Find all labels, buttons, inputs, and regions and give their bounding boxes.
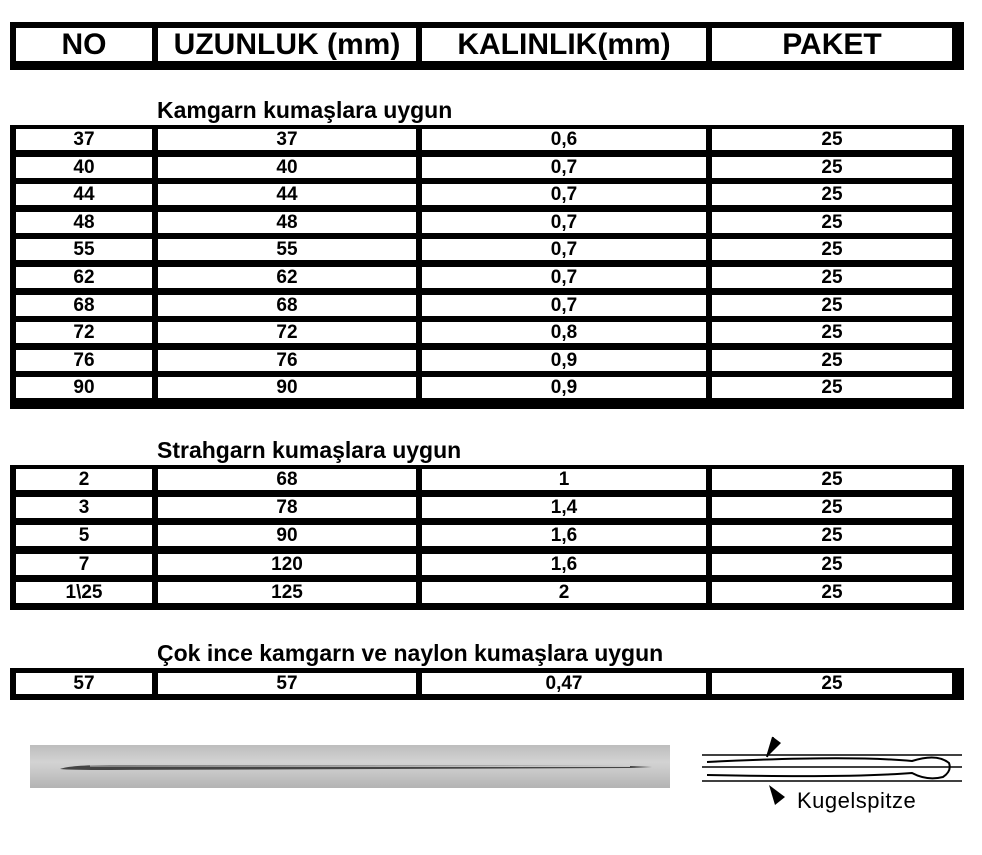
table-cell: 68 (158, 469, 416, 490)
table-row (10, 554, 964, 575)
table-row (10, 239, 964, 260)
table-row (10, 469, 964, 490)
table-cell: 57 (16, 673, 152, 694)
table-cell: 125 (158, 582, 416, 603)
table-row (10, 497, 964, 518)
table-cell: 90 (158, 525, 416, 546)
table-cell: 25 (712, 157, 952, 178)
needle-photo (30, 745, 670, 788)
table-cell: 0,47 (422, 673, 706, 694)
table-cell: 25 (712, 469, 952, 490)
table-row (10, 212, 964, 233)
data-table (10, 465, 964, 610)
table-cell: 0,6 (422, 129, 706, 150)
table-cell: 7 (16, 554, 152, 575)
header-no: NO (16, 28, 152, 61)
data-table (10, 668, 964, 700)
table-cell: 1 (422, 469, 706, 490)
table-cell: 90 (158, 377, 416, 398)
table-cell: 25 (712, 295, 952, 316)
table-cell: 72 (158, 322, 416, 343)
table-row (10, 157, 964, 178)
table-cell: 0,7 (422, 157, 706, 178)
table-cell: 120 (158, 554, 416, 575)
section-title: Çok ince kamgarn ve naylon kumaşlara uygun (157, 640, 664, 666)
table-cell: 37 (158, 129, 416, 150)
table-row (10, 267, 964, 288)
table-cell: 44 (158, 184, 416, 205)
table-cell: 55 (158, 239, 416, 260)
table-cell: 25 (712, 673, 952, 694)
table-cell: 1,6 (422, 525, 706, 546)
table-cell: 25 (712, 239, 952, 260)
table-row (10, 377, 964, 398)
table-cell: 25 (712, 129, 952, 150)
table-cell: 0,9 (422, 377, 706, 398)
header-row (10, 22, 964, 70)
table-row (10, 582, 964, 603)
table-cell: 3 (16, 497, 152, 518)
table-cell: 25 (712, 554, 952, 575)
table-cell: 25 (712, 184, 952, 205)
table-cell: 0,9 (422, 350, 706, 371)
table-cell: 0,7 (422, 212, 706, 233)
table-cell: 76 (16, 350, 152, 371)
table-cell: 68 (16, 295, 152, 316)
table-cell: 57 (158, 673, 416, 694)
table-cell: 0,7 (422, 267, 706, 288)
table-row (10, 295, 964, 316)
table-cell: 37 (16, 129, 152, 150)
section-title: Kamgarn kumaşlara uygun (157, 97, 453, 123)
table-cell: 72 (16, 322, 152, 343)
table-row (10, 673, 964, 694)
table-cell: 1,4 (422, 497, 706, 518)
table-cell: 0,7 (422, 184, 706, 205)
section-title: Strahgarn kumaşlara uygun (157, 437, 462, 463)
table-cell: 40 (16, 157, 152, 178)
table-cell: 1\25 (16, 582, 152, 603)
table-row (10, 129, 964, 150)
table-cell: 76 (158, 350, 416, 371)
table-cell: 90 (16, 377, 152, 398)
table-cell: 78 (158, 497, 416, 518)
table-cell: 0,7 (422, 239, 706, 260)
header-thickness: KALINLIK(mm) (422, 28, 706, 61)
table-cell: 40 (158, 157, 416, 178)
table-cell: 25 (712, 497, 952, 518)
table-cell: 25 (712, 322, 952, 343)
table-row (10, 184, 964, 205)
table-cell: 2 (422, 582, 706, 603)
data-table (10, 125, 964, 409)
table-row (10, 350, 964, 371)
header-length: UZUNLUK (mm) (158, 28, 416, 61)
table-cell: 62 (16, 267, 152, 288)
table-cell: 25 (712, 377, 952, 398)
table-cell: 5 (16, 525, 152, 546)
table-cell: 48 (158, 212, 416, 233)
header-package: PAKET (712, 28, 952, 61)
table-cell: 1,6 (422, 554, 706, 575)
needle-icon (30, 745, 670, 788)
table-cell: 68 (158, 295, 416, 316)
table-cell: 0,8 (422, 322, 706, 343)
table-cell: 0,7 (422, 295, 706, 316)
table-row (10, 525, 964, 546)
table-cell: 55 (16, 239, 152, 260)
table-cell: 48 (16, 212, 152, 233)
table-cell: 25 (712, 582, 952, 603)
table-row (10, 322, 964, 343)
table-cell: 44 (16, 184, 152, 205)
diagram-label: Kugelspitze (797, 788, 917, 813)
table-cell: 25 (712, 525, 952, 546)
table-cell: 25 (712, 350, 952, 371)
table-cell: 25 (712, 267, 952, 288)
table-cell: 62 (158, 267, 416, 288)
table-cell: 2 (16, 469, 152, 490)
table-cell: 25 (712, 212, 952, 233)
